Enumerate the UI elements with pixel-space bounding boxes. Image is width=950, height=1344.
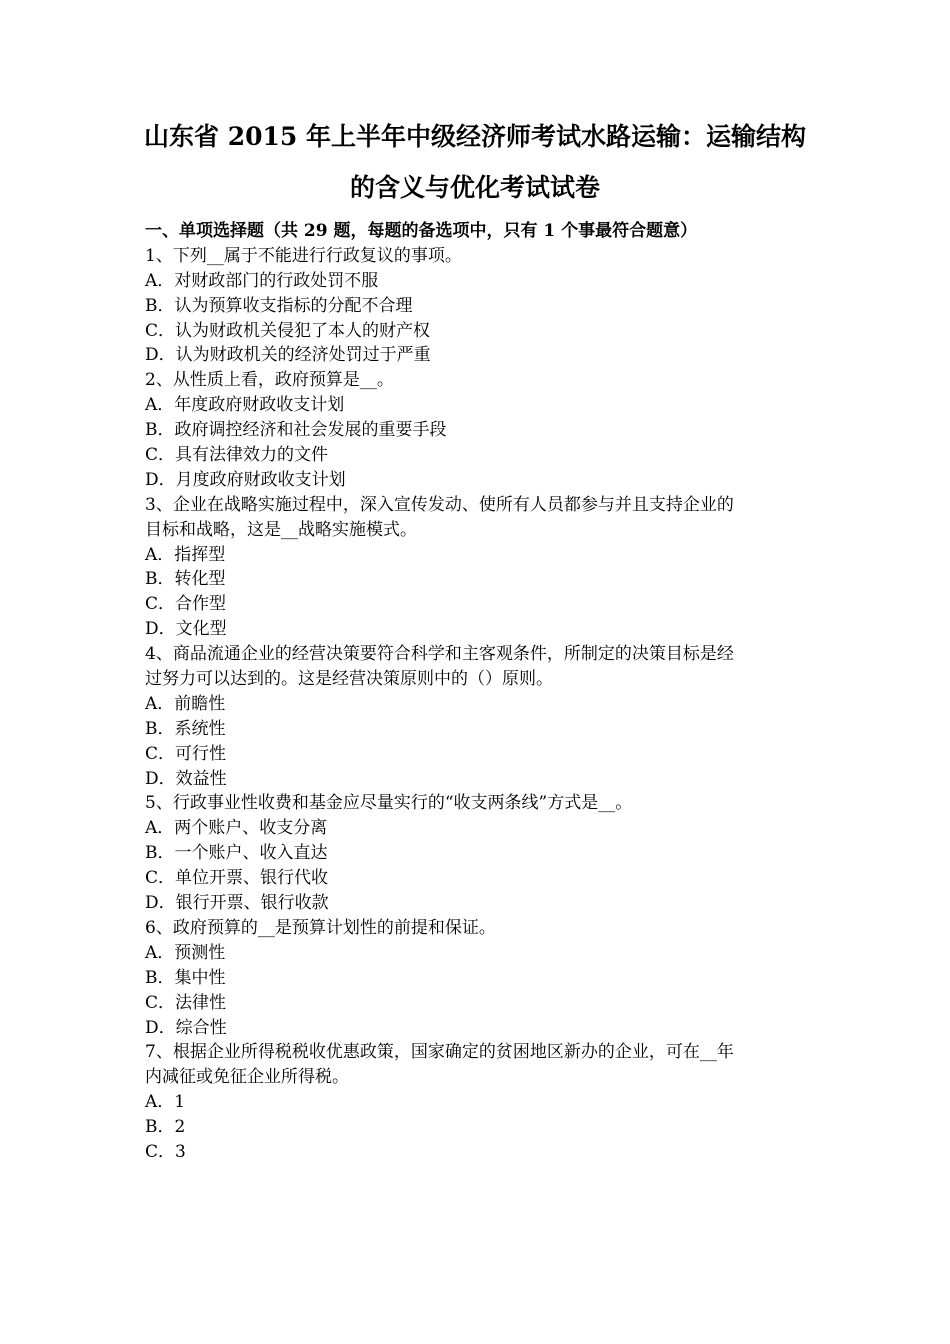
question-6-option-b: B．集中性 <box>145 967 226 988</box>
question-3: 3、企业在战略实施过程中，深入宣传发动、使所有人员都参与并且支持企业的 <box>145 494 734 515</box>
question-6-option-a: A．预测性 <box>145 942 226 963</box>
question-3-option-c: C．合作型 <box>145 594 227 615</box>
question-7: 7、根据企业所得税税收优惠政策，国家确定的贫困地区新办的企业，可在__年 <box>145 1042 734 1063</box>
question-4-option-d: D．效益性 <box>145 768 227 789</box>
question-5-option-b: B．一个账户、收入直达 <box>145 843 328 864</box>
question-4-continued: 过努力可以达到的。这是经营决策原则中的（）原则。 <box>145 669 553 690</box>
question-4: 4、商品流通企业的经营决策要符合科学和主客观条件，所制定的决策目标是经 <box>145 644 734 665</box>
question-6-option-c: C．法律性 <box>145 992 227 1013</box>
question-2-option-b: B．政府调控经济和社会发展的重要手段 <box>145 420 447 441</box>
question-7-continued: 内减征或免征企业所得税。 <box>145 1067 349 1088</box>
question-3-option-d: D．文化型 <box>145 619 227 640</box>
question-4-option-c: C．可行性 <box>145 743 227 764</box>
question-6-option-d: D．综合性 <box>145 1017 227 1038</box>
exam-content <box>145 219 813 1165</box>
question-7-option-b: B．2 <box>145 1117 186 1138</box>
section-heading: 一、单项选择题（共 29 题，每题的备选项中，只有 1 个事最符合题意） <box>145 221 698 241</box>
question-1: 1、下列__属于不能进行行政复议的事项。 <box>145 245 462 266</box>
question-3-continued: 目标和战略，这是__战略实施模式。 <box>145 519 417 540</box>
document-title-line-1: 山东省 2015 年上半年中级经济师考试水路运输：运输结构 <box>144 122 806 151</box>
question-4-option-b: B．系统性 <box>145 718 226 739</box>
question-7-option-a: A．1 <box>145 1092 186 1113</box>
question-4-option-a: A．前瞻性 <box>145 693 226 714</box>
question-5-option-c: C．单位开票、银行代收 <box>145 868 329 889</box>
question-2-option-c: C．具有法律效力的文件 <box>145 445 329 466</box>
question-5-option-a: A．两个账户、收支分离 <box>145 818 328 839</box>
question-2: 2、从性质上看，政府预算是__。 <box>145 370 394 391</box>
question-3-option-a: A．指挥型 <box>145 544 226 565</box>
question-6: 6、政府预算的__是预算计划性的前提和保证。 <box>145 917 496 938</box>
question-1-option-a: A．对财政部门的行政处罚不服 <box>145 270 379 291</box>
question-1-option-c: C．认为财政机关侵犯了本人的财产权 <box>145 320 431 341</box>
question-1-option-d: D．认为财政机关的经济处罚过于严重 <box>145 345 431 366</box>
question-2-option-d: D．月度政府财政收支计划 <box>145 469 346 490</box>
document-title-line-2: 的含义与优化考试试卷 <box>349 173 600 202</box>
question-5-option-d: D．银行开票、银行收款 <box>145 893 329 914</box>
question-1-option-b: B．认为预算收支指标的分配不合理 <box>145 295 413 316</box>
question-7-option-c: C．3 <box>145 1141 186 1162</box>
question-3-option-b: B．转化型 <box>145 569 226 590</box>
question-5: 5、行政事业性收费和基金应尽量实行的“收支两条线”方式是__。 <box>145 793 633 814</box>
question-2-option-a: A．年度政府财政收支计划 <box>145 395 345 416</box>
